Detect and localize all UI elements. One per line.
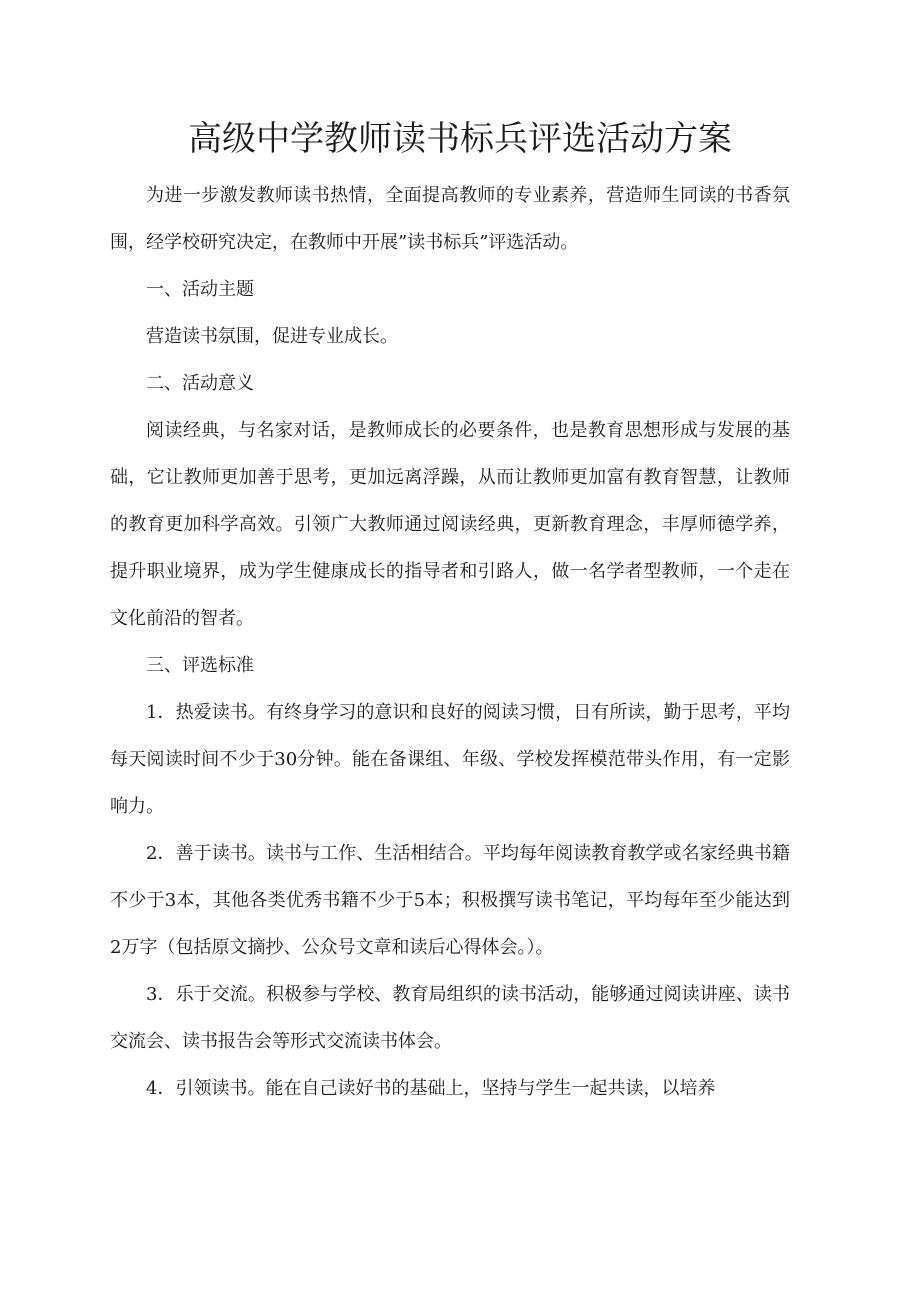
theme-paragraph: 营造读书氛围，促进专业成长。	[146, 326, 398, 347]
section-heading-significance: 二、活动意义	[146, 373, 254, 394]
section-heading-theme: 一、活动主题	[146, 279, 254, 300]
criteria-item-4: 4．引领读书。能在自己读好书的基础上，坚持与学生一起共读，以培养	[146, 1078, 716, 1099]
intro-paragraph: 为进一步激发教师读书热情，全面提高教师的专业素养，营造师生同读的书香氛围，经学校研究决定，在教师中开展”读书标兵”评选活动。	[110, 185, 790, 253]
criteria-item-3: 3．乐于交流。积极参与学校、教育局组织的读书活动，能够通过阅读讲座、读书交流会、读书报告会等形式交流读书体会。	[110, 984, 790, 1052]
significance-paragraph: 阅读经典，与名家对话，是教师成长的必要条件，也是教育思想形成与发展的基础，它让教师更加善于思考，更加远离浮躁，从而让教师更加富有教育智慧，让教师的教育更加科学高效。引领广大教师通过阅读经典，更新教育理念，丰厚师德学养，提升职业境界，成为学生健康成长的指导者和引路人，做一名学者型教师，一个走在文化前沿的智者。	[110, 420, 790, 629]
document-body	[110, 172, 790, 1112]
document-title: 高级中学教师读书标兵评选活动方案	[188, 119, 732, 159]
section-heading-criteria: 三、评选标准	[146, 655, 254, 676]
criteria-item-2: 2．善于读书。读书与工作、生活相结合。平均每年阅读教育教学或名家经典书籍不少于3本，其他各类优秀书籍不少于5本；积极撰写读书笔记，平均每年至少能达到2万字（包括原文摘抄、公众号文章和读后心得体会。）。	[110, 843, 790, 958]
criteria-item-1: 1．热爱读书。有终身学习的意识和良好的阅读习惯，日有所读，勤于思考，平均每天阅读时间不少于30分钟。能在备课组、年级、学校发挥模范带头作用，有一定影响力。	[110, 702, 790, 817]
